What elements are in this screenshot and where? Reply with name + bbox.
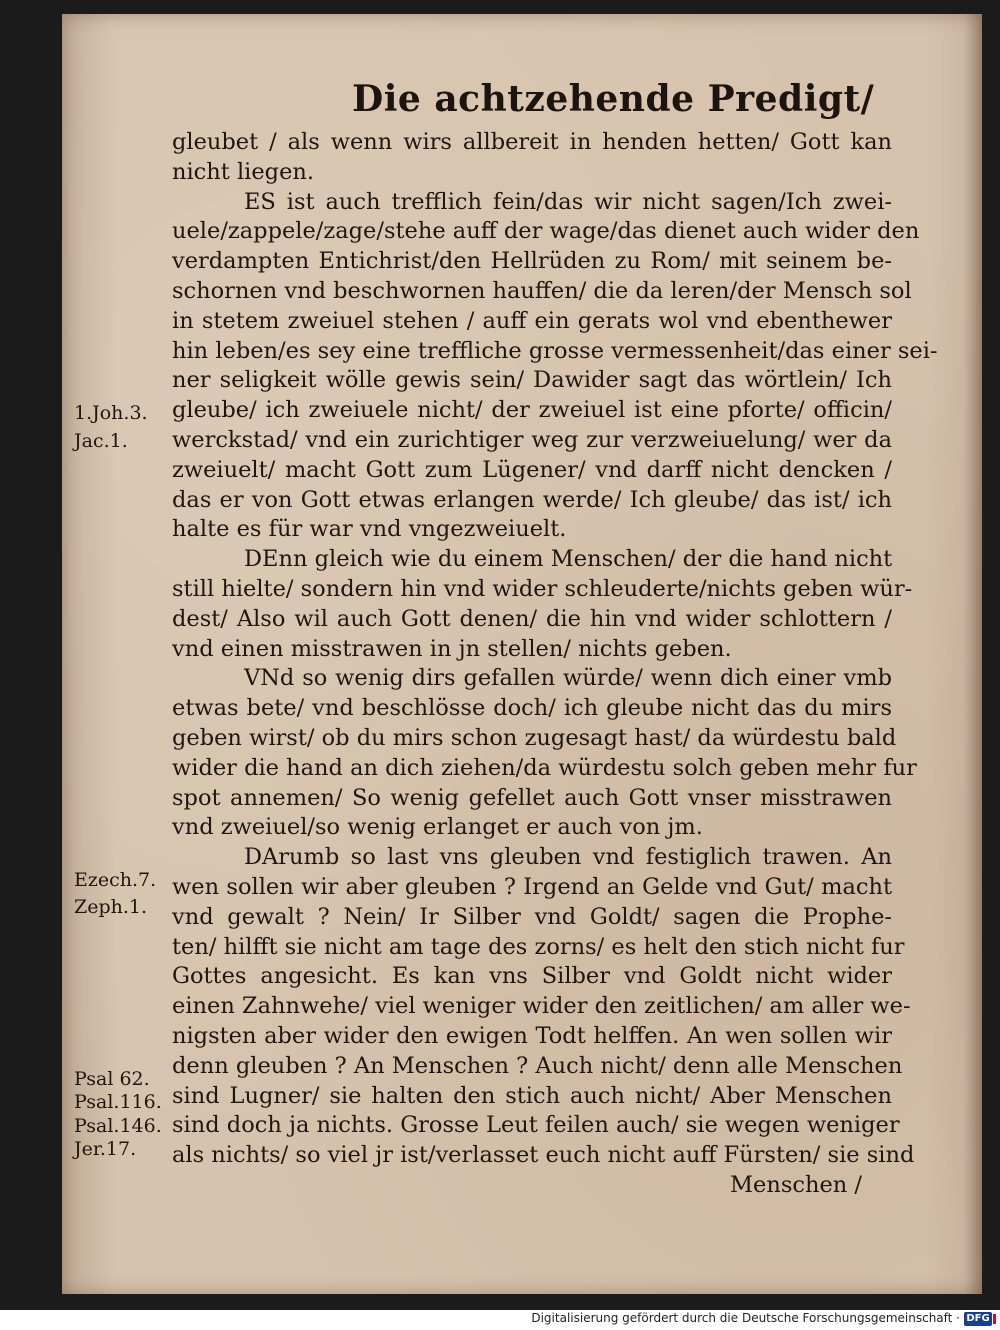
text-line: nigsten aber wider den ewigen Todt helffen. An wen sollen wir [172,1022,892,1049]
running-header: Die achtzehende Predigt/ [352,78,875,120]
text-line: DEnn gleich wie du einem Menschen/ der die hand nicht [244,546,893,573]
dfg-logo-icon: DFG [964,1312,992,1326]
text-line: ES ist auch trefflich fein/das wir nicht sagen/Ich zwei- [244,188,892,215]
text-line: vnd einen misstrawen in jn stellen/ nichts geben. [172,635,732,662]
text-line: dest/ Also wil auch Gott denen/ die hin vnd wider schlottern / [172,605,892,632]
text-line: gleube/ ich zweiuele nicht/ der zweiuel ist eine pforte/ officin/ [172,397,892,424]
text-line: gleubet / als wenn wirs allbereit in henden hetten/ Gott kan [172,129,892,155]
text-line: spot annemen/ So wenig gefellet auch Gott vnser misstrawen [172,784,892,811]
body-text [172,128,938,1201]
catchword: Menschen / [729,1171,862,1198]
text-line: Gottes angesicht. Es kan vns Silber vnd Goldt nicht wider [172,963,892,990]
text-line: vnd zweiuel/so wenig erlanget er auch von jm. [172,814,703,841]
text-line: vnd gewalt ? Nein/ Ir Silber vnd Goldt/ sagen die Prophe- [172,903,892,930]
text-line: als nichts/ so viel jr ist/verlasset euch nicht auff Fürsten/ sie sind [172,1142,915,1169]
text-line: schornen vnd beschwornen hauffen/ die da leren/der Mensch sol [172,277,912,304]
margin-note: Ezech.7. [74,869,157,891]
margin-note: Jac.1. [74,430,128,452]
text-line: werckstad/ vnd ein zurichtiger weg zur verzweiuelung/ wer da [172,426,892,453]
funding-credit: Digitalisierung gefördert durch die Deutsche Forschungsgemeinschaft · [531,1311,960,1325]
text-line: denn gleuben ? An Menschen ? Auch nicht/ denn alle Menschen [172,1052,903,1079]
text-line: wider die hand an dich ziehen/da würdestu solch geben mehr fur [172,754,917,781]
text-line: wen sollen wir aber gleuben ? Irgend an Gelde vnd Gut/ macht [172,873,892,900]
text-line: hin leben/es sey eine treffliche grosse vermessenheit/das einer sei- [172,337,938,364]
text-line: ten/ hilfft sie nicht am tage des zorns/ es helt den stich nicht fur [172,933,905,960]
text-line: halte es für war vnd vngezweiuelt. [172,516,567,543]
text-line: sind Lugner/ sie halten den stich auch nicht/ Aber Menschen [172,1082,892,1109]
text-line: still hielte/ sondern hin vnd wider schleuderte/nichts geben wür- [172,575,913,602]
margin-note: Jer.17. [74,1138,137,1160]
text-line: uele/zappele/zage/stehe auff der wage/das dienet auch wider den [172,218,920,245]
margin-note: Psal 62. [74,1068,150,1090]
text-line: etwas bete/ vnd beschlösse doch/ ich gleube nicht das du mirs [172,695,892,722]
margin-note: Psal.116. [74,1091,162,1113]
text-line: sind doch ja nichts. Grosse Leut feilen auch/ sie wegen weniger [172,1112,900,1139]
text-line: nicht liegen. [172,158,315,185]
text-line: ner seligkeit wölle gewis sein/ Dawider sagt das wörtlein/ Ich [172,367,892,394]
text-line: einen Zahnwehe/ viel weniger wider den zeitlichen/ am aller we- [172,993,911,1020]
margin-note: Psal.146. [74,1115,162,1137]
text-line: VNd so wenig dirs gefallen würde/ wenn dich einer vmb [244,665,892,692]
page-edge-shadow [964,14,982,1294]
text-line: das er von Gott etwas erlangen werde/ Ich gleube/ das ist/ ich [172,486,892,513]
margin-note: Zeph.1. [74,896,148,918]
text-line: geben wirst/ ob du mirs schon zugesagt hast/ da würdestu bald [172,724,897,751]
text-line: zweiuelt/ macht Gott zum Lügener/ vnd darff nicht dencken / [172,456,892,483]
margin-note: 1.Joh.3. [74,402,148,424]
text-line: verdampten Entichrist/den Hellrüden zu Rom/ mit seinem be- [172,248,892,275]
text-line: in stetem zweiuel stehen / auff ein gerats wol vnd ebenthewer [172,307,892,334]
text-line: DArumb so last vns gleuben vnd festiglich trawen. An [244,844,892,871]
